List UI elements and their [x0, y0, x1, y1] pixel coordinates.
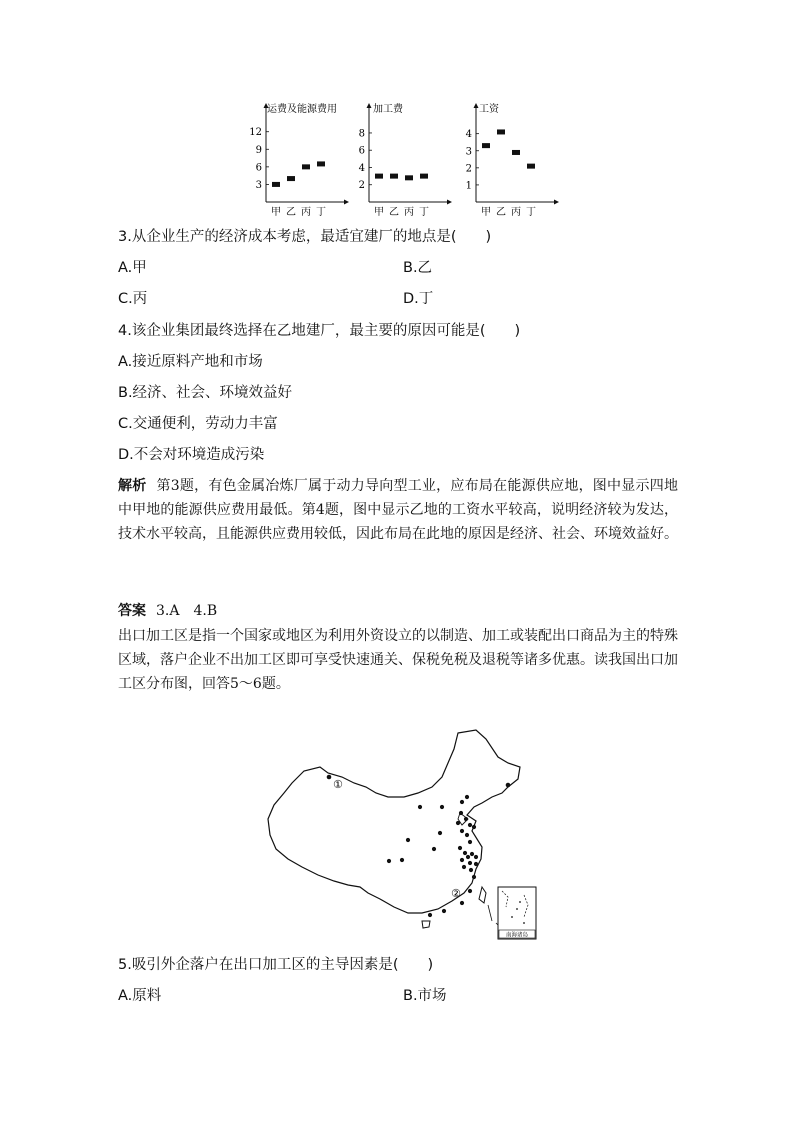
- intro-paragraph: 出口加工区是指一个国家或地区为利用外资设立的以制造、加工或装配出口商品为主的特殊区域，落户企业不出加工区即可享受快速通关、保税免税及退税等诸多优惠。读我国出口加工区分布图，回答5～6题。: [118, 628, 678, 692]
- chart-2-category-label: 丙: [404, 207, 414, 216]
- chart-3-ytick-label: 2: [465, 163, 472, 175]
- q3-option-d[interactable]: D.丁: [403, 291, 434, 307]
- question-3-stem: 3.从企业生产的经济成本考虑，最适宜建厂的地点是( ): [118, 229, 492, 245]
- chart-3-category-label: 甲: [481, 207, 491, 216]
- chart-1-category-label: 丁: [316, 207, 326, 216]
- chart-2-title: 加工费: [373, 104, 403, 115]
- chart-3-category-label: 乙: [496, 207, 506, 216]
- chart-2-ytick-label: 4: [358, 162, 365, 174]
- china-map: [262, 727, 552, 941]
- chart-3-data-mark: [497, 129, 505, 134]
- q5-option-a[interactable]: A.原料: [118, 988, 162, 1004]
- chart-2-data-mark: [390, 174, 398, 179]
- south-sea-inset: [498, 887, 536, 939]
- inset-label: 南海诸岛: [505, 932, 529, 939]
- chart-1-data-mark: [287, 176, 295, 181]
- chart-1-ytick-label: 9: [255, 144, 262, 156]
- chart-2-category-label: 甲: [374, 207, 384, 216]
- charts-svg: [226, 98, 566, 216]
- chart-3-data-mark: [482, 143, 490, 148]
- chart-2-data-mark: [420, 174, 428, 179]
- chart-2-y-arrow: [367, 103, 372, 108]
- chart-3-ytick-label: 3: [465, 146, 472, 158]
- chart-2-category-label: 丁: [419, 207, 429, 216]
- question-4-stem: 4.该企业集团最终选择在乙地建厂，最主要的原因可能是( ): [118, 323, 521, 339]
- chart-3-x-arrow: [554, 200, 559, 205]
- chart-3-ytick-label: 4: [465, 129, 472, 141]
- hainan-island: [422, 921, 430, 928]
- chart-3-y-arrow: [474, 103, 479, 108]
- export-zone-map: [262, 727, 552, 941]
- answer-line: [118, 599, 678, 623]
- export-zone-dots: [327, 775, 511, 917]
- chart-1-ytick-label: 12: [249, 127, 262, 139]
- answer-text: 3.A 4.B: [156, 603, 218, 619]
- china-outline: [268, 730, 520, 913]
- q3-option-c[interactable]: C.丙: [118, 291, 148, 307]
- chart-3-category-label: 丙: [511, 207, 521, 216]
- chart-1-category-label: 乙: [286, 207, 296, 216]
- chart-3-title: 工资: [479, 104, 499, 115]
- chart-2-x-arrow: [447, 200, 452, 205]
- marker-2: ②: [451, 887, 461, 900]
- q4-option-d[interactable]: D.不会对环境造成污染: [118, 447, 265, 463]
- analysis-label: 解析: [118, 478, 147, 494]
- chart-1-x-arrow: [344, 200, 349, 205]
- chart-3-ytick-label: 1: [465, 180, 472, 192]
- q4-option-b[interactable]: B.经济、社会、环境效益好: [118, 385, 293, 401]
- chart-3-category-label: 丁: [526, 207, 536, 216]
- chart-1-data-mark: [302, 164, 310, 169]
- chart-1-ytick-label: 3: [255, 179, 262, 191]
- q3-option-b[interactable]: B.乙: [403, 260, 433, 276]
- q5-option-b[interactable]: B.市场: [403, 988, 447, 1004]
- chart-1-category-label: 丙: [301, 207, 311, 216]
- chart-2-category-label: 乙: [389, 207, 399, 216]
- chart-3-data-mark: [527, 164, 535, 169]
- taiwan-island: [479, 887, 486, 903]
- chart-2-data-mark: [405, 175, 413, 180]
- chart-1-data-mark: [272, 182, 280, 187]
- chart-2-ytick-label: 6: [358, 145, 365, 157]
- chart-2-ytick-label: 8: [358, 128, 365, 140]
- chart-2-data-mark: [375, 174, 383, 179]
- chart-3-data-mark: [512, 150, 520, 155]
- analysis-text: 第3题，有色金属冶炼厂属于动力导向型工业，应布局在能源供应地，图中显示四地中甲地的能源供应费用最低。第4题，图中显示乙地的工资水平较高，说明经济较为发达，技术水平较高，且能源供应费用较低，因此布局在此地的原因是经济、社会、环境效益好。: [118, 478, 679, 542]
- chart-1-data-mark: [317, 161, 325, 166]
- answer-label: 答案: [118, 603, 146, 619]
- chart-1-title: 运费及能源费用: [267, 104, 337, 115]
- q4-option-c[interactable]: C.交通便利，劳动力丰富: [118, 416, 278, 432]
- chart-2-ytick-label: 2: [358, 180, 365, 192]
- question-5-stem: 5.吸引外企落户在出口加工区的主导因素是( ): [118, 957, 434, 973]
- cost-charts: [226, 98, 566, 216]
- q3-option-a[interactable]: A.甲: [118, 260, 147, 276]
- chart-1-ytick-label: 6: [255, 162, 262, 174]
- chart-1-category-label: 甲: [271, 207, 281, 216]
- q4-option-a[interactable]: A.接近原料产地和市场: [118, 354, 263, 370]
- marker-1: ①: [333, 778, 343, 791]
- analysis-block: [118, 474, 678, 546]
